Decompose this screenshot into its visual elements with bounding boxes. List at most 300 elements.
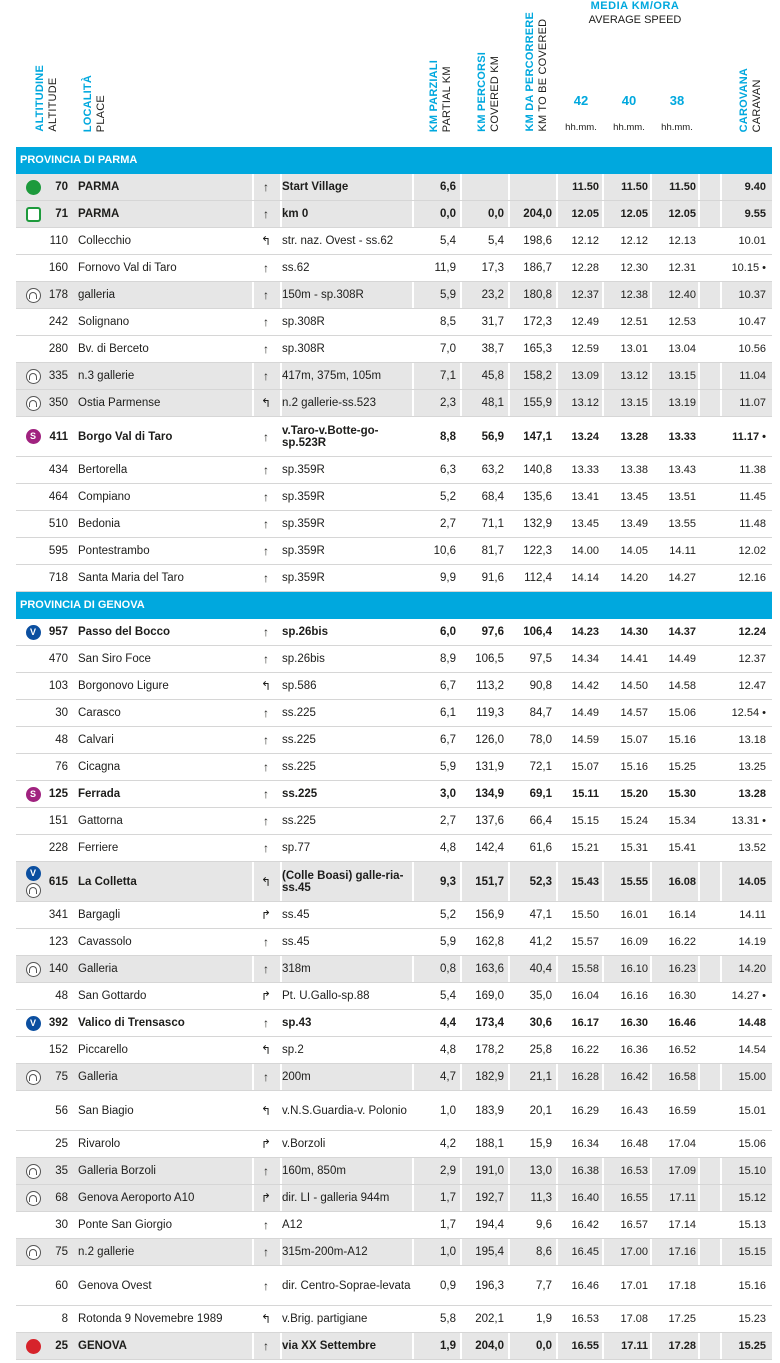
partial-km-cell: 6,7 — [440, 734, 456, 746]
column-separator — [720, 565, 722, 591]
km-to-cover-cell: 0,0 — [536, 1340, 552, 1352]
speed-38: 38 — [669, 93, 685, 108]
column-separator — [720, 309, 722, 335]
time-38-cell: 15.34 — [668, 815, 696, 827]
caravan-cell: 13.52 — [738, 842, 766, 854]
time-40-cell: 15.20 — [620, 788, 648, 800]
time-38-cell: 16.14 — [668, 909, 696, 921]
caravan-cell: 11.48 — [739, 518, 766, 530]
header-altitude: ALTITUDINE ALTITUDE — [34, 65, 59, 132]
table-row — [16, 902, 772, 929]
time-42-cell: 14.00 — [571, 545, 599, 557]
caravan-cell: 9.55 — [744, 208, 766, 220]
covered-km-cell: 194,4 — [475, 1219, 504, 1231]
covered-km-cell: 142,4 — [475, 842, 504, 854]
place-cell: Gattorna — [78, 815, 123, 827]
gpm-icon: V — [26, 1016, 41, 1031]
altitude-cell: 8 — [61, 1313, 68, 1325]
km-to-cover-cell: 106,4 — [523, 626, 552, 638]
icon-cell — [22, 390, 44, 416]
direction-cell: ↰ — [260, 1043, 272, 1057]
altitude-cell: 75 — [55, 1246, 68, 1258]
road-cell: sp.77 — [282, 842, 311, 854]
column-separator — [698, 781, 700, 807]
km-to-cover-cell: 1,9 — [536, 1313, 552, 1325]
time-42-cell: 12.49 — [571, 316, 599, 328]
icon-cell — [22, 1131, 44, 1157]
km-to-cover-cell: 20,1 — [529, 1104, 552, 1117]
altitude-cell: 125 — [48, 788, 68, 800]
direction-cell: ↑ — [263, 369, 269, 383]
column-separator — [698, 700, 700, 726]
direction-cell: ↑ — [263, 1339, 269, 1353]
time-42-cell: 15.07 — [571, 761, 599, 773]
column-separator — [720, 1158, 722, 1184]
time-38-cell: 17.18 — [668, 1279, 696, 1292]
table-row — [16, 1212, 772, 1239]
partial-km-cell: 5,4 — [440, 235, 456, 247]
time-40-cell: 16.53 — [620, 1165, 648, 1177]
column-separator — [698, 511, 700, 537]
km-to-cover-cell: 186,7 — [523, 262, 552, 274]
covered-km-cell: 178,2 — [475, 1044, 504, 1056]
time-40-cell: 14.57 — [620, 707, 648, 719]
road-cell: v.N.S.Guardia-v. Polonio — [282, 1104, 407, 1117]
km-to-cover-cell: 8,6 — [536, 1246, 552, 1258]
altitude-cell: 152 — [48, 1044, 68, 1056]
altitude-cell: 341 — [48, 909, 68, 921]
road-cell: A12 — [282, 1219, 303, 1231]
place-cell: Galleria — [78, 963, 118, 975]
covered-km-cell: 38,7 — [481, 343, 504, 355]
km-to-cover-cell: 47,1 — [529, 909, 552, 921]
column-separator — [720, 902, 722, 928]
column-separator — [698, 754, 700, 780]
column-separator — [720, 1037, 722, 1063]
table-row — [16, 282, 772, 309]
partial-km-cell: 11,9 — [434, 262, 456, 274]
road-cell: v.Taro-v.Botte-go-sp.523R — [282, 424, 379, 449]
tunnel-icon — [26, 1070, 41, 1085]
place-cell: GENOVA — [78, 1340, 127, 1352]
place-cell: Solignano — [78, 316, 130, 328]
icon-cell — [22, 619, 44, 645]
caravan-cell: 13.25 — [738, 761, 766, 773]
time-42-cell: 16.46 — [571, 1279, 599, 1292]
road-cell: sp.586 — [282, 680, 317, 692]
time-38-cell: 17.11 — [669, 1192, 696, 1204]
km-to-cover-cell: 72,1 — [529, 761, 552, 773]
covered-km-cell: 119,3 — [476, 707, 504, 719]
time-38-cell: 11.50 — [669, 181, 696, 193]
partial-km-cell: 6,7 — [440, 680, 456, 692]
km-to-cover-cell: 147,1 — [523, 430, 552, 443]
place-cell: Galleria — [78, 1071, 118, 1083]
column-separator — [698, 417, 700, 456]
icon-cell — [22, 282, 44, 308]
covered-km-cell: 106,5 — [475, 653, 504, 665]
icon-cell — [22, 1333, 44, 1359]
icon-cell — [22, 174, 44, 200]
covered-km-cell: 68,4 — [481, 491, 504, 503]
caravan-cell: 14.20 — [738, 963, 766, 975]
caravan-cell: 11.45 — [739, 491, 766, 503]
km-to-cover-cell: 25,8 — [529, 1044, 552, 1056]
time-38-cell: 16.58 — [668, 1071, 696, 1083]
time-42-cell: 16.55 — [571, 1340, 599, 1352]
covered-km-cell: 48,1 — [481, 397, 504, 409]
direction-cell: ↑ — [263, 261, 269, 275]
direction-cell: ↑ — [263, 1245, 269, 1259]
column-separator — [720, 1239, 722, 1265]
table-row — [16, 1158, 772, 1185]
column-separator — [720, 1266, 722, 1305]
gpm-icon: V — [26, 866, 41, 881]
time-40-cell: 14.41 — [620, 653, 648, 665]
icon-cell — [22, 201, 44, 227]
column-separator — [698, 282, 700, 308]
road-cell: ss.62 — [282, 262, 310, 274]
km-to-cover-cell: 40,4 — [529, 963, 552, 975]
altitude-cell: 350 — [48, 397, 68, 409]
column-separator — [698, 174, 700, 200]
partial-km-cell: 2,3 — [440, 397, 456, 409]
partial-km-cell: 6,6 — [440, 181, 456, 193]
column-separator — [720, 727, 722, 753]
covered-km-cell: 71,1 — [481, 518, 504, 530]
icon-cell — [22, 781, 44, 807]
km-to-cover-cell: 165,3 — [523, 343, 552, 355]
road-cell: dir. Centro-Soprae-levata — [282, 1279, 411, 1292]
time-42-cell: 11.50 — [572, 181, 599, 193]
time-40-cell: 16.48 — [620, 1138, 648, 1150]
icon-cell — [22, 929, 44, 955]
place-cell: Pontestrambo — [78, 545, 150, 557]
column-separator — [720, 1091, 722, 1130]
km0-icon — [26, 207, 41, 222]
time-42-cell: 13.45 — [571, 518, 599, 530]
direction-cell: ↑ — [263, 342, 269, 356]
caravan-cell: 14.19 — [738, 936, 766, 948]
km-to-cover-cell: 41,2 — [529, 936, 552, 948]
column-separator — [720, 457, 722, 483]
covered-km-cell: 17,3 — [481, 262, 504, 274]
altitude-cell: 595 — [48, 545, 68, 557]
road-cell: sp.308R — [282, 343, 325, 355]
km-to-cover-cell: 135,6 — [523, 491, 552, 503]
time-40-cell: 16.30 — [620, 1017, 648, 1029]
column-separator — [698, 255, 700, 281]
column-separator — [698, 228, 700, 254]
table-row — [16, 956, 772, 983]
table-row — [16, 862, 772, 902]
column-separator — [720, 282, 722, 308]
column-separator — [720, 417, 722, 456]
caravan-cell: 14.27 • — [731, 990, 766, 1002]
direction-cell: ↰ — [260, 396, 272, 410]
time-40-cell: 14.20 — [620, 572, 648, 584]
column-separator — [720, 646, 722, 672]
direction-cell: ↱ — [260, 1191, 272, 1205]
time-40-cell: 17.08 — [620, 1313, 648, 1325]
partial-km-cell: 9,9 — [440, 572, 456, 584]
km-to-cover-cell: 35,0 — [529, 990, 552, 1002]
column-separator — [698, 565, 700, 591]
place-cell: Collecchio — [78, 235, 132, 247]
time-42-cell: 16.38 — [571, 1165, 599, 1177]
table-row — [16, 1131, 772, 1158]
direction-cell: ↱ — [260, 908, 272, 922]
table-row — [16, 228, 772, 255]
road-cell: (Colle Boasi) galle-ria-ss.45 — [282, 869, 404, 894]
altitude-cell: 25 — [55, 1138, 68, 1150]
altitude-cell: 70 — [55, 181, 68, 193]
time-40-cell: 12.30 — [620, 262, 648, 274]
road-cell: sp.26bis — [282, 653, 325, 665]
time-38-cell: 15.41 — [668, 842, 696, 854]
header-km-to-cover: KM DA PERCORRERE KM TO BE COVERED — [524, 12, 549, 132]
km-to-cover-cell: 112,4 — [524, 572, 552, 584]
table-row — [16, 565, 772, 592]
column-separator — [720, 1131, 722, 1157]
column-separator — [720, 808, 722, 834]
column-separator — [720, 336, 722, 362]
caravan-cell: 15.12 — [738, 1192, 766, 1204]
time-38-cell: 14.58 — [668, 680, 696, 692]
time-40-cell: 16.01 — [620, 909, 648, 921]
time-38-cell: 16.22 — [668, 936, 696, 948]
altitude-cell: 68 — [55, 1192, 68, 1204]
table-row — [16, 646, 772, 673]
place-cell: Galleria Borzoli — [78, 1165, 156, 1177]
road-cell: v.Brig. partigiane — [282, 1313, 368, 1325]
time-38-cell: 13.51 — [668, 491, 696, 503]
place-cell: Ferrada — [78, 788, 121, 800]
direction-cell: ↰ — [260, 1103, 272, 1118]
time-40-cell: 16.55 — [620, 1192, 648, 1204]
altitude-cell: 411 — [49, 430, 68, 443]
place-cell: Genova Aeroporto A10 — [78, 1192, 195, 1204]
time-38-cell: 13.15 — [668, 370, 696, 382]
covered-km-cell: 63,2 — [481, 464, 504, 476]
direction-cell: ↑ — [263, 1278, 269, 1293]
time-42-cell: 16.45 — [571, 1246, 599, 1258]
table-row — [16, 835, 772, 862]
column-separator — [698, 309, 700, 335]
time-40-cell: 12.05 — [620, 208, 648, 220]
time-38-cell: 12.53 — [668, 316, 696, 328]
time-42-cell: 16.40 — [571, 1192, 599, 1204]
direction-cell: ↑ — [263, 625, 269, 639]
time-42-cell: 14.23 — [571, 626, 599, 638]
time-40-cell: 17.00 — [620, 1246, 648, 1258]
altitude-cell: 718 — [48, 572, 68, 584]
time-42-cell: 12.28 — [571, 262, 599, 274]
road-cell: sp.359R — [282, 464, 325, 476]
time-40-cell: 13.38 — [620, 464, 648, 476]
km-to-cover-cell: 204,0 — [523, 208, 552, 220]
time-42-cell: 15.50 — [571, 909, 599, 921]
partial-km-cell: 0,0 — [440, 208, 456, 220]
direction-cell: ↑ — [263, 571, 269, 585]
direction-cell: ↑ — [263, 490, 269, 504]
altitude-cell: 56 — [55, 1104, 68, 1117]
altitude-cell: 615 — [48, 875, 68, 888]
table-row — [16, 484, 772, 511]
time-42-cell: 16.34 — [571, 1138, 599, 1150]
time-42-cell: 16.28 — [571, 1071, 599, 1083]
place-cell: Bargagli — [78, 909, 121, 921]
table-header — [0, 0, 780, 146]
km-to-cover-cell: 172,3 — [523, 316, 552, 328]
time-42-cell: 14.34 — [571, 653, 599, 665]
road-cell: 417m, 375m, 105m — [282, 370, 382, 382]
table-row — [16, 673, 772, 700]
time-40-cell: 17.11 — [621, 1340, 648, 1352]
column-separator — [698, 1064, 700, 1090]
partial-km-cell: 4,7 — [440, 1071, 456, 1083]
covered-km-cell: 134,9 — [475, 788, 504, 800]
time-42-cell: 14.59 — [571, 734, 599, 746]
km-to-cover-cell: 7,7 — [536, 1279, 552, 1292]
time-38-cell: 17.14 — [668, 1219, 696, 1231]
covered-km-cell: 5,4 — [488, 235, 504, 247]
icon-cell — [22, 417, 44, 456]
caravan-cell: 10.15 • — [731, 262, 766, 274]
road-cell: sp.2 — [282, 1044, 304, 1056]
column-separator — [698, 1091, 700, 1130]
column-separator — [720, 700, 722, 726]
altitude-cell: 242 — [48, 316, 68, 328]
caravan-cell: 15.15 — [738, 1246, 766, 1258]
place-cell: Ferriere — [78, 842, 119, 854]
covered-km-cell: 204,0 — [475, 1340, 504, 1352]
column-separator — [720, 1185, 722, 1211]
time-40-cell: 16.36 — [620, 1044, 648, 1056]
partial-km-cell: 10,6 — [433, 545, 456, 557]
time-40-cell: 16.42 — [620, 1071, 648, 1083]
icon-cell — [22, 835, 44, 861]
partial-km-cell: 1,7 — [440, 1219, 456, 1231]
table-row — [16, 174, 772, 201]
covered-km-cell: 31,7 — [481, 316, 504, 328]
km-to-cover-cell: 90,8 — [529, 680, 552, 692]
altitude-cell: 510 — [48, 518, 68, 530]
caravan-cell: 12.02 — [738, 545, 766, 557]
time-42-cell: 12.59 — [571, 343, 599, 355]
time-40-cell: 13.49 — [620, 518, 648, 530]
altitude-cell: 60 — [55, 1279, 68, 1292]
tunnel-icon — [26, 962, 41, 977]
place-cell: Ostia Parmense — [78, 397, 161, 409]
gpm-icon: V — [26, 625, 41, 640]
partial-km-cell: 5,8 — [440, 1313, 456, 1325]
altitude-cell: 464 — [48, 491, 68, 503]
time-40-cell: 17.01 — [620, 1279, 648, 1292]
time-unit: hh.mm. — [661, 122, 693, 133]
column-separator — [698, 983, 700, 1009]
time-40-cell: 13.45 — [620, 491, 648, 503]
place-cell: Passo del Bocco — [78, 626, 171, 638]
time-unit: hh.mm. — [613, 122, 645, 133]
direction-cell: ↑ — [263, 962, 269, 976]
caravan-cell: 14.05 — [738, 875, 766, 888]
road-cell: ss.225 — [282, 734, 316, 746]
direction-cell: ↑ — [263, 180, 269, 194]
road-cell: km 0 — [282, 208, 309, 220]
partial-km-cell: 6,0 — [440, 626, 456, 638]
column-separator — [698, 1239, 700, 1265]
time-40-cell: 15.31 — [620, 842, 648, 854]
column-separator — [698, 727, 700, 753]
km-to-cover-cell: 140,8 — [523, 464, 552, 476]
partial-km-cell: 5,2 — [440, 491, 456, 503]
column-separator — [720, 511, 722, 537]
caravan-cell: 15.06 — [738, 1138, 766, 1150]
column-separator — [720, 781, 722, 807]
covered-km-cell: 23,2 — [481, 289, 504, 301]
column-separator — [698, 457, 700, 483]
icon-cell — [22, 1064, 44, 1090]
partial-km-cell: 1,0 — [440, 1246, 456, 1258]
partial-km-cell: 2,7 — [440, 518, 456, 530]
tunnel-icon — [26, 1191, 41, 1206]
altitude-cell: 30 — [55, 707, 68, 719]
covered-km-cell: 196,3 — [475, 1279, 504, 1292]
place-cell: La Colletta — [78, 875, 137, 888]
caravan-cell: 11.38 — [739, 464, 766, 476]
road-cell: via XX Settembre — [282, 1340, 376, 1352]
table-row — [16, 619, 772, 646]
altitude-cell: 103 — [48, 680, 68, 692]
place-cell: Fornovo Val di Taro — [78, 262, 177, 274]
time-38-cell: 16.30 — [668, 990, 696, 1002]
altitude-cell: 335 — [48, 370, 68, 382]
altitude-cell: 123 — [48, 936, 68, 948]
time-42-cell: 15.15 — [571, 815, 599, 827]
road-cell: ss.45 — [282, 909, 310, 921]
altitude-cell: 434 — [48, 464, 68, 476]
icon-cell — [22, 956, 44, 982]
place-cell: PARMA — [78, 181, 120, 193]
road-cell: ss.225 — [282, 788, 318, 800]
tunnel-icon — [26, 288, 41, 303]
column-separator — [698, 646, 700, 672]
altitude-cell: 280 — [48, 343, 68, 355]
caravan-cell: 11.04 — [739, 370, 766, 382]
road-cell: sp.308R — [282, 316, 325, 328]
caravan-cell: 12.16 — [738, 572, 766, 584]
icon-cell — [22, 1239, 44, 1265]
column-separator — [698, 673, 700, 699]
time-40-cell: 14.30 — [620, 626, 648, 638]
table-row — [16, 929, 772, 956]
table-row — [16, 417, 772, 457]
partial-km-cell: 8,5 — [440, 316, 456, 328]
table-row — [16, 457, 772, 484]
altitude-cell: 48 — [55, 734, 68, 746]
time-38-cell: 16.46 — [668, 1017, 696, 1029]
column-separator — [720, 538, 722, 564]
column-separator — [720, 390, 722, 416]
covered-km-cell: 151,7 — [475, 875, 504, 888]
time-42-cell: 16.17 — [571, 1017, 599, 1029]
covered-km-cell: 173,4 — [475, 1017, 504, 1029]
column-separator — [720, 1064, 722, 1090]
column-separator — [720, 862, 722, 901]
table-row — [16, 390, 772, 417]
direction-cell: ↑ — [263, 517, 269, 531]
